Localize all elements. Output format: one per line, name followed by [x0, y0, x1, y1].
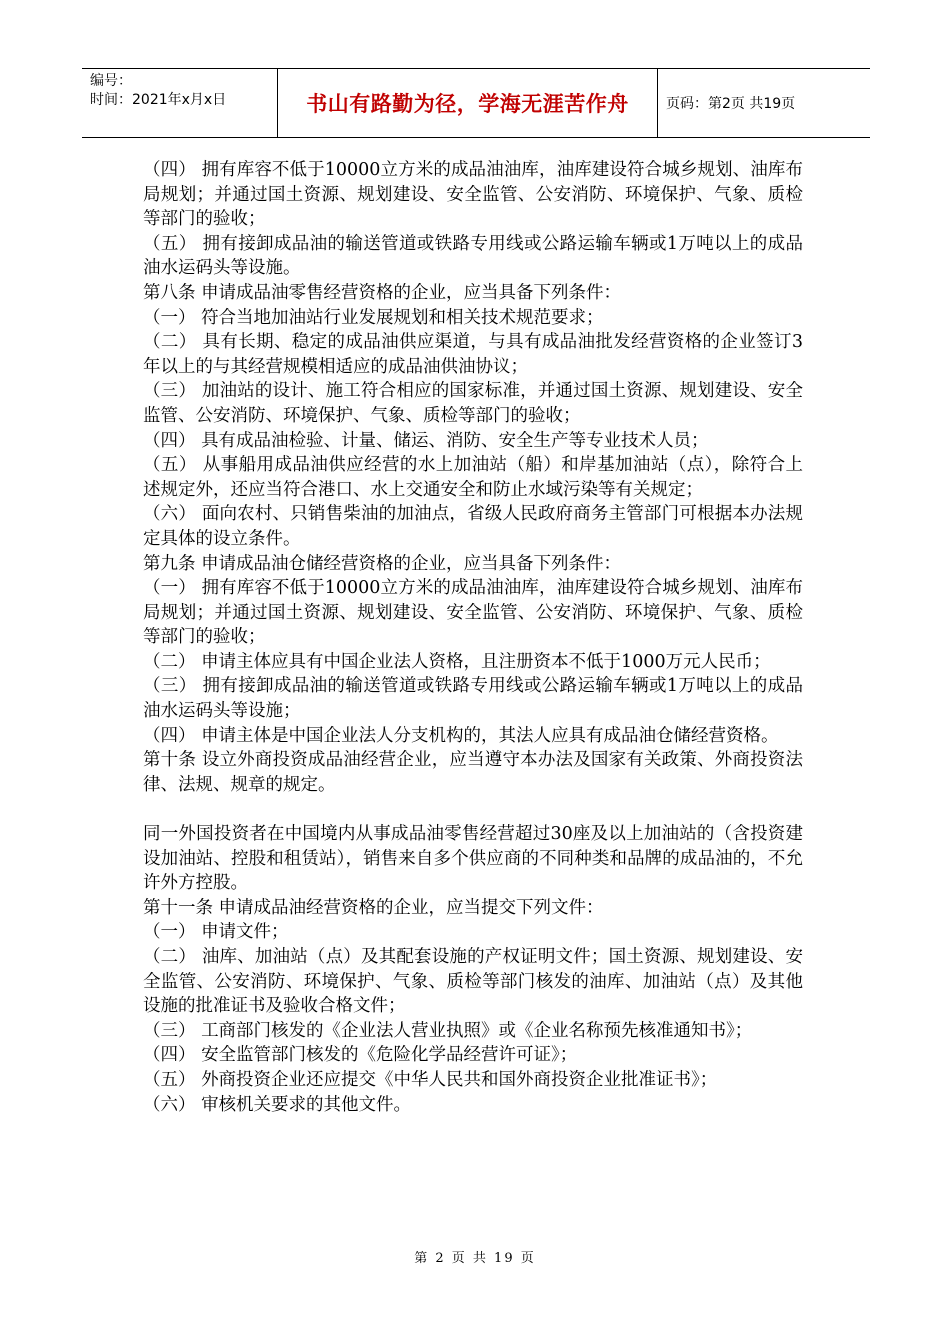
paragraph: （四） 拥有库容不低于10000立方米的成品油油库，油库建设符合城乡规划、油库布局规划；并通过国土资源、规划建设、安全监管、公安消防、环境保护、气象、质检等部门的验收；	[143, 160, 803, 230]
paragraph: （一） 拥有库容不低于10000立方米的成品油油库，油库建设符合城乡规划、油库布局规划；并通过国土资源、规划建设、安全监管、公安消防、环境保护、气象、质检等部门的验收；	[143, 578, 803, 648]
time-label: 时间：2021年x月x日	[90, 92, 227, 108]
paragraph: （二） 油库、加油站（点）及其配套设施的产权证明文件；国土资源、规划建设、安全监管、公安消防、环境保护、气象、质检等部门核发的油库、加油站（点）及其他设施的批准证书及验收合格文件；	[143, 947, 803, 1017]
paragraph: （六） 审核机关要求的其他文件。	[143, 1094, 412, 1115]
page-header	[82, 68, 870, 138]
paragraph: （三） 加油站的设计、施工符合相应的国家标准，并通过国土资源、规划建设、安全监管、公安消防、环境保护、气象、质检等部门的验收；	[143, 381, 803, 426]
blank-line	[143, 797, 803, 822]
paragraph: 第十一条 申请成品油经营资格的企业，应当提交下列文件：	[143, 897, 604, 918]
paragraph: 同一外国投资者在中国境内从事成品油零售经营超过30座及以上加油站的（含投资建设加油站、控股和租赁站），销售来自多个供应商的不同种类和品牌的成品油的，不允许外方控股。	[143, 824, 803, 894]
paragraph: 第九条 申请成品油仓储经营资格的企业，应当具备下列条件：	[143, 553, 622, 574]
paragraph: （五） 从事船用成品油供应经营的水上加油站（船）和岸基加油站（点），除符合上述规定外，还应当符合港口、水上交通安全和防止水域污染等有关规定；	[143, 455, 803, 500]
page-footer: 第 2 页 共 19 页	[414, 1251, 536, 1266]
page-label: 页码：第2页 共19页	[666, 96, 796, 112]
header-meta-cell	[82, 69, 278, 137]
paragraph: （四） 申请主体是中国企业法人分支机构的，其法人应具有成品油仓储经营资格。	[143, 725, 779, 746]
header-motto-cell	[278, 69, 658, 137]
paragraph: （一） 符合当地加油站行业发展规划和相关技术规范要求；	[143, 307, 604, 328]
document-body	[143, 158, 803, 1117]
number-label: 编号：	[90, 73, 132, 89]
paragraph: （三） 工商部门核发的《企业法人营业执照》或《企业名称预先核准通知书》；	[143, 1020, 753, 1041]
paragraph: （二） 具有长期、稳定的成品油供应渠道，与具有成品油批发经营资格的企业签订3年以上的与其经营规模相适应的成品油供油协议；	[143, 332, 803, 377]
header-page-cell	[658, 69, 870, 137]
motto-text: 书山有路勤为径，学海无涯苦作舟	[306, 92, 629, 116]
paragraph: 第八条 申请成品油零售经营资格的企业，应当具备下列条件：	[143, 282, 622, 303]
paragraph: （三） 拥有接卸成品油的输送管道或铁路专用线或公路运输车辆或1万吨以上的成品油水运码头等设施；	[143, 676, 803, 722]
paragraph: （二） 申请主体应具有中国企业法人资格，且注册资本不低于1000万元人民币；	[143, 651, 771, 672]
paragraph: （四） 安全监管部门核发的《危险化学品经营许可证》；	[143, 1045, 578, 1066]
paragraph: （一） 申请文件；	[143, 922, 289, 943]
paragraph: （五） 外商投资企业还应提交《中华人民共和国外商投资企业批准证书》；	[143, 1069, 718, 1090]
paragraph: （五） 拥有接卸成品油的输送管道或铁路专用线或公路运输车辆或1万吨以上的成品油水运码头等设施。	[143, 233, 803, 279]
paragraph: （六） 面向农村、只销售柴油的加油点，省级人民政府商务主管部门可根据本办法规定具体的设立条件。	[143, 504, 803, 549]
paragraph: 第十条 设立外商投资成品油经营企业，应当遵守本办法及国家有关政策、外商投资法律、法规、规章的规定。	[143, 750, 803, 795]
paragraph: （四） 具有成品油检验、计量、储运、消防、安全生产等专业技术人员；	[143, 430, 709, 451]
